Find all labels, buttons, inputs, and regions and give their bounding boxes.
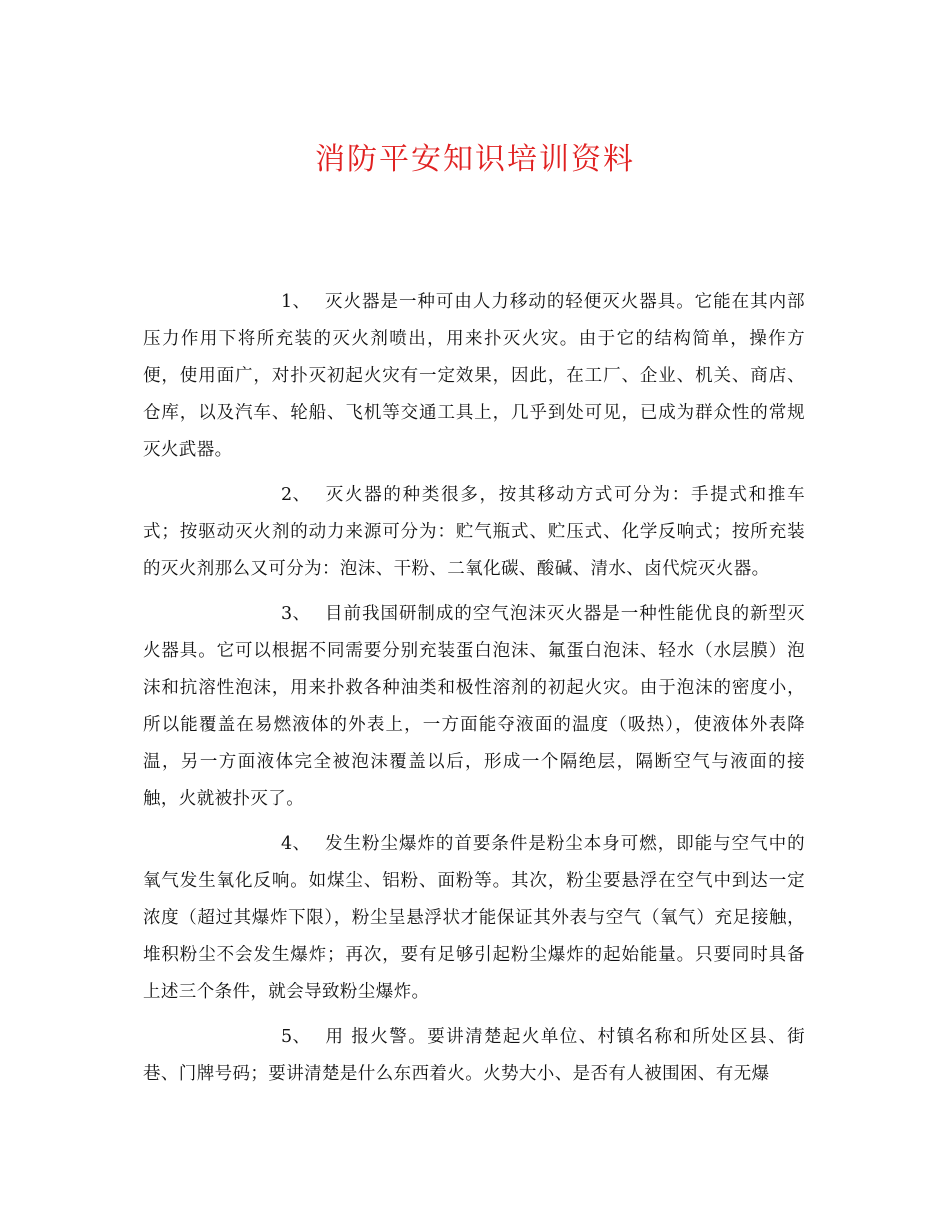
paragraph-number: 1、 — [281, 292, 311, 312]
paragraph-4 — [143, 826, 805, 1011]
paragraph-number: 2、 — [281, 485, 311, 505]
paragraph-2 — [143, 477, 805, 588]
document-title: 消防平安知识培训资料 — [315, 142, 635, 177]
paragraph-text: 灭火器是一种可由人力移动的轻便灭火器具。它能在其内部压力作用下将所充装的灭火剂喷出，用来扑灭火灾。由于它的结构简单，操作方便，使用面广，对扑灭初起火灾有一定效果，因此，在工厂、企业、机关、商店、仓库，以及汽车、轮船、飞机等交通工具上，几乎到处可见，已成为群众性的常规灭火武器。 — [143, 292, 805, 460]
paragraph-number: 4、 — [281, 834, 311, 854]
paragraph-5 — [143, 1019, 805, 1093]
paragraph-text: 用 报火警。要讲清楚起火单位、村镇名称和所处区县、街巷、门牌号码；要讲清楚是什么东西着火。火势大小、是否有人被围困、有无爆 — [143, 1027, 805, 1084]
paragraph-number: 3、 — [281, 604, 311, 624]
paragraph-text: 发生粉尘爆炸的首要条件是粉尘本身可燃，即能与空气中的氧气发生氧化反响。如煤尘、铝粉、面粉等。其次，粉尘要悬浮在空气中到达一定浓度（超过其爆炸下限），粉尘呈悬浮状才能保证其外表与空气（氧气）充足接触，堆积粉尘不会发生爆炸；再次，要有足够引起粉尘爆炸的起始能量。只要同时具备上述三个条件，就会导致粉尘爆炸。 — [143, 834, 805, 1002]
paragraph-text: 目前我国研制成的空气泡沫灭火器是一种性能优良的新型灭火器具。它可以根据不同需要分别充装蛋白泡沫、氟蛋白泡沫、轻水（水层膜）泡沫和抗溶性泡沫，用来扑救各种油类和极性溶剂的初起火灾。由于泡沫的密度小，所以能覆盖在易燃液体的外表上，一方面能夺液面的温度（吸热），使液体外表降温，另一方面液体完全被泡沫覆盖以后，形成一个隔绝层，隔断空气与液面的接触，火就被扑灭了。 — [143, 604, 805, 809]
paragraph-text: 灭火器的种类很多，按其移动方式可分为：手提式和推车式；按驱动灭火剂的动力来源可分为：贮气瓶式、贮压式、化学反响式；按所充装的灭火剂那么又可分为：泡沫、干粉、二氧化碳、酸碱、清水、卤代烷灭火器。 — [143, 485, 805, 579]
document-body — [143, 284, 805, 1101]
paragraph-1 — [143, 284, 805, 469]
paragraph-number: 5、 — [281, 1027, 311, 1047]
paragraph-3 — [143, 596, 805, 818]
